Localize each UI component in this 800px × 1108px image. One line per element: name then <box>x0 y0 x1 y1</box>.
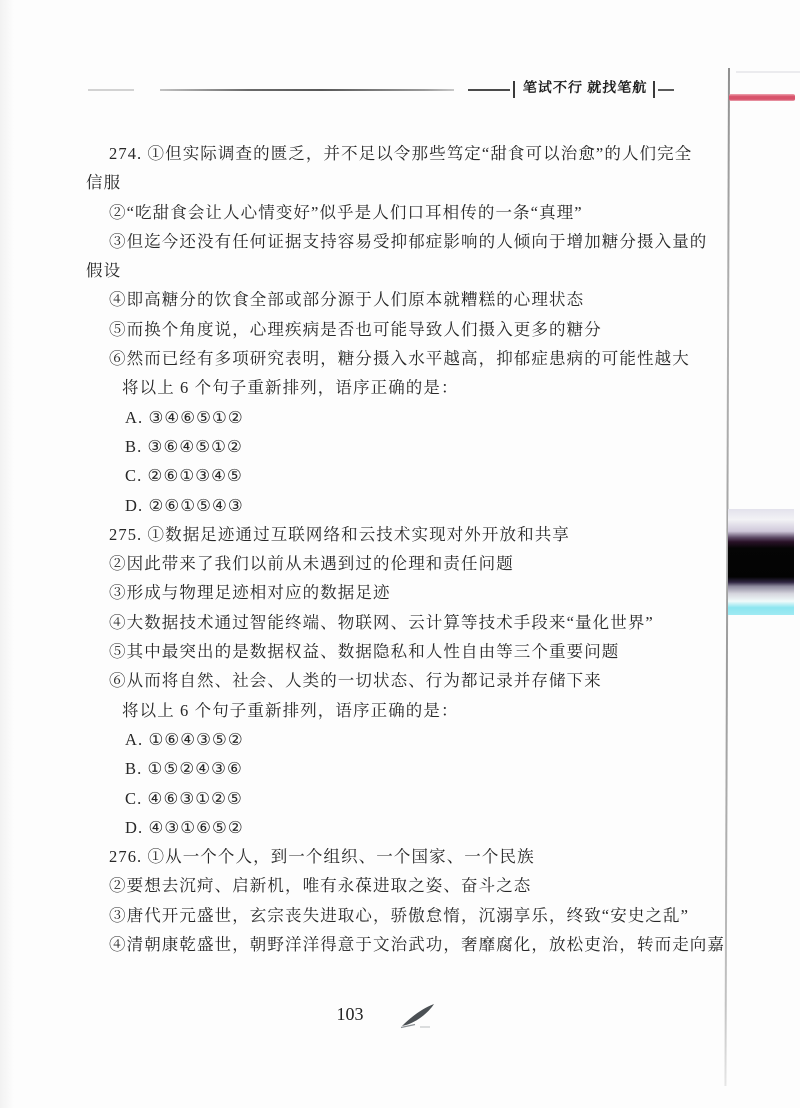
text-line: 信服 <box>86 173 122 193</box>
text-line: ③唐代开元盛世，玄宗丧失进取心，骄傲怠惰，沉溺享乐，终致“安史之乱” <box>109 905 690 925</box>
text-line: ②“吃甜食会让人心情变好”似乎是人们口耳相传的一条“真理” <box>109 202 583 222</box>
text-line: ④清朝康乾盛世，朝野洋洋得意于文治武功，奢靡腐化，放松吏治，转而走向嘉 <box>109 935 725 955</box>
header-left-tick <box>88 89 134 91</box>
text-line: 将以上 6 个句子重新排列，语序正确的是： <box>122 700 459 720</box>
text-line: A. ①⑥④③⑤② <box>125 729 244 749</box>
faint-edge-line <box>736 71 800 73</box>
text-line: ⑥从而将自然、社会、人类的一切状态、行为都记录并存储下来 <box>109 671 602 691</box>
text-line: C. ②⑥①③④⑤ <box>125 466 243 486</box>
text-line: ③形成与物理足迹相对应的数据足迹 <box>109 583 391 603</box>
brand-slogan: 笔试不行 就找笔航 <box>522 81 648 96</box>
text-line: 274. ①但实际调查的匮乏，并不足以令那些笃定“甜食可以治愈”的人们完全 <box>109 144 693 163</box>
header-divider-bar-left <box>513 81 515 98</box>
text-line: ④大数据技术通过智能终端、物联网、云计算等技术手段来“量化世界” <box>109 612 654 632</box>
text-line: B. ①⑤②④③⑥ <box>125 759 243 779</box>
page-number: 103 <box>336 1004 364 1024</box>
book-edge-color-band <box>728 509 794 615</box>
text-line: C. ④⑥③①②⑤ <box>125 788 243 808</box>
text-line: ③但迄今还没有任何证据支持容易受抑郁症影响的人倾向于增加糖分摄入量的 <box>109 231 708 251</box>
text-line: ⑥然而已经有多项研究表明，糖分摄入水平越高，抑郁症患病的可能性越大 <box>109 349 690 369</box>
red-edge-stripe <box>729 94 795 101</box>
page-footer <box>0 1000 800 1034</box>
text-line: 275. ①数据足迹通过互联网络和云技术实现对外开放和共享 <box>109 524 570 544</box>
text-line: 将以上 6 个句子重新排列，语序正确的是： <box>122 378 459 398</box>
text-line: ②要想去沉疴、启新机，唯有永葆进取之姿、奋斗之态 <box>109 876 532 896</box>
header-rule-short <box>468 89 510 91</box>
text-line: 276. ①从一个个人，到一个组织、一个国家、一个民族 <box>109 847 535 867</box>
quill-icon <box>400 1003 436 1029</box>
text-line: ②因此带来了我们以前从未遇到过的伦理和责任问题 <box>109 554 514 574</box>
scan-edge-shadow <box>0 0 14 1108</box>
header-divider-bar-right <box>653 81 655 98</box>
text-line: A. ③④⑥⑤①② <box>125 407 244 427</box>
text-line: ④即高糖分的饮食全部或部分源于人们原本就糟糕的心理状态 <box>109 290 585 310</box>
text-line: ⑤其中最突出的是数据权益、数据隐私和人性自由等三个重要问题 <box>109 642 620 662</box>
text-line: ⑤而换个角度说，心理疾病是否也可能导致人们摄入更多的糖分 <box>109 319 602 339</box>
question-text-block <box>86 139 726 959</box>
header-rule-long <box>160 89 454 91</box>
text-line: D. ②⑥①⑤④③ <box>125 495 244 515</box>
header-end-dash <box>658 89 674 91</box>
text-line: B. ③⑥④⑤①② <box>125 436 243 456</box>
text-line: D. ④③①⑥⑤② <box>125 817 244 837</box>
text-line: 假设 <box>86 261 122 281</box>
